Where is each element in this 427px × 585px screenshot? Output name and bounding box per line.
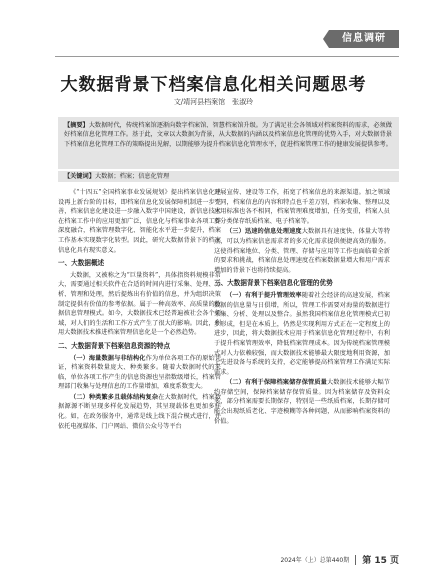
subheading: （二）有利于保障档案储存保管质量 (226, 379, 327, 387)
author-line: 文/靖河县档案馆 张淑玲 (173, 98, 254, 106)
body-paragraph: 大数据，又被称之为“巨量资料”，具体指资料规模非常大，需要通过相关软件在合适的时间内进行采集、处理、分析、管理和处理，然后提炼出有价值的信息，并为组织决策制定提供有价值的参考依据。属于一种高效率、高质量的数据信息管理模式。如今，大数据技术已经普遍被社会各个领域，对人们的生活和工作方式产生了很大的影响。因此，利用大数据技术推进档案管理信息化是一个必然趋势。 (58, 271, 221, 337)
section-heading: 二、大数据背景下档案信息资源的特点 (58, 341, 171, 350)
intro-paragraph: 《“十四五”全国档案事业发展规划》提出档案信息化建设再上新台阶的目标，即档案信息化发展保障机制进一步完善，档案信息化建设进一步融入数字中国建设，新信息技术在档案工作中的应用更加广泛，信息化与档案事业各项工作深度融合，档案管理数字化、智能化水平进一步提升，档案工作基本实现数字化转型。因此，研究大数据背景下的档案信息化具有现实意义。 (58, 189, 221, 254)
left-column (58, 188, 221, 432)
abstract-text: 大数据时代，传统档案馆逐渐向数字档案馆、智慧档案馆升级。为了满足社会各领域对档案资料的需求，必须做好档案信息化管理工作。基于此，文章以大数据为背景，从大数据的内涵以及档案信息化管理的优势入手，对大数据背景下档案信息化管理工作的策略提出见解，以期能够为提升档案信息化管理水平，促进档案管理工作的健康发展提供参考。 (64, 122, 392, 148)
footer-divider (355, 555, 356, 565)
section-heading: 一、大数据概述 (58, 259, 105, 268)
subheading-text: 在大数据时代，档案数据源源不断呈现多样化发展趋势，其呈现载体也更加多样化。如，在政务服务中，通常是线上线下混合模式进行，并依托电视媒体、门户网站、微信公众号等平台 (58, 393, 222, 430)
subheading: （二）种类繁多且载体结构复杂 (70, 393, 159, 401)
section-heading: 三、大数据背景下档案信息化管理的优势 (214, 279, 333, 288)
article-title: 大数据背景下档案信息化相关问题思考 (60, 75, 367, 95)
abstract-label: 【摘要】 (64, 122, 89, 129)
body-paragraph: 开展宣传、建设等工作，拓宽了档案信息的来源渠道。加之领域不同，档案信息的内容和特点也千差万别，档案收集、整理以及应用标准也各不相同，档案管理难度增加，任务变重，档案人员要分类保存纸质档案、电子档案等。 (214, 189, 390, 225)
body-paragraph (58, 354, 221, 392)
subheading: （三）迅速的信息处理速度 (226, 228, 302, 236)
subheading-text: 大数据具有速度快、体量大等特点，可以为档案信息需求者的多元化需求提供便捷高效的服务。这使得档案地位、分类、管理、存储与应用等工作也面临着全新的要求和挑战，档案信息处理速度在档案数据量增大和用户需求增加的背景下也将持续提高。 (214, 228, 390, 274)
body-paragraph (214, 227, 390, 275)
page-number: 第 15 页 (362, 556, 399, 566)
issue-info: 2024年（上）总第440期 (280, 557, 350, 564)
subheading-text: 随着社会经济的高速发展，档案数据的信息量与日俱增，所以，管理工作需要对海量的数据进行采集、分析、处理以及整合。虽然我国档案信息化管理模式已初步形成，但是在本质上，仍然是实现利用方式正在一定程度上的进步，因此，将大数据技术应用于档案信息化管理过程中，有利于提升档案管理效率，降低档案管理成本。因为传统档案管理模式对人力依赖较强，而大数据技术能够最大限度地利用资源，加上先进设备与系统的支持，必定能够提高档案管理工作满足实际需求。 (214, 291, 390, 376)
section-tag: 信息调研 (329, 30, 399, 48)
body-paragraph (58, 393, 221, 431)
subheading: （一）有利于提升管理效率 (226, 291, 302, 299)
top-rule (55, 56, 399, 57)
subheading-text: 大数据技术能够大幅节约存储空间，保障档案储存保管质量。因为档案储存及资料众多，部分档案需要长期保存，特别是一些纸质档案，长期存储可能会出现纸质老化、字迹模糊等各种问题，从而影响档案资料的价值。 (214, 379, 390, 425)
body-paragraph (214, 378, 390, 426)
subheading: （一）海量数据与非结构化 (70, 354, 146, 362)
subheading-text: 作为单位各项工作的原始凭证，档案资料数量庞大、种类繁多。随着大数据时代的来临，单位各项工作产生的信息资源也呈指数级增长，档案管理部门收集与处理信息的工作量增加，难度系数变大。 (58, 354, 222, 391)
keywords-box (58, 171, 399, 182)
page-footer (280, 553, 399, 566)
keywords-text: 大数据；档案；信息化管理 (94, 173, 170, 180)
right-column (214, 188, 390, 427)
keywords-label: 【关键词】 (64, 173, 95, 180)
abstract-box (58, 117, 399, 169)
body-paragraph (214, 291, 390, 377)
